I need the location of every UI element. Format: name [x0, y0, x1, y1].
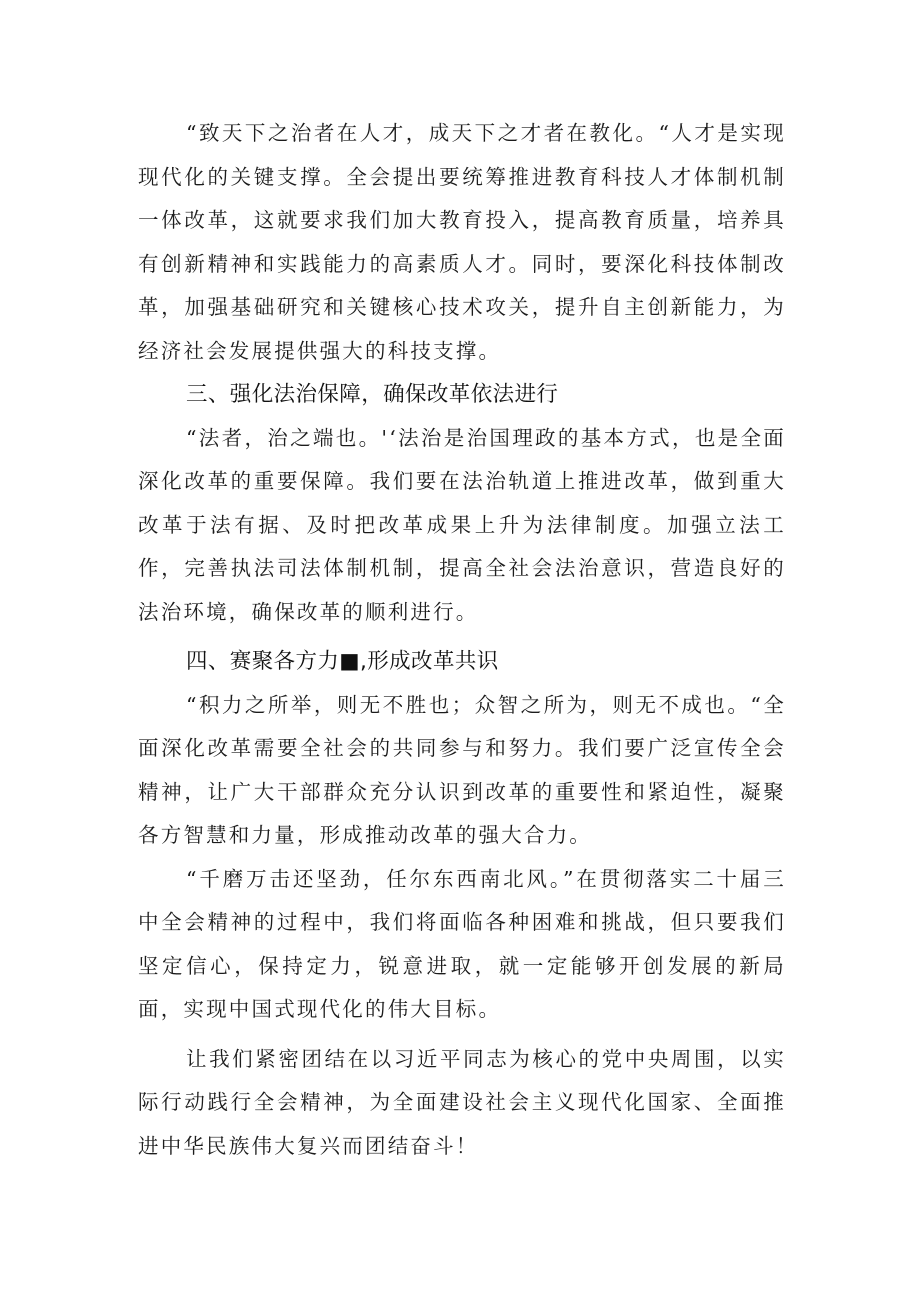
section-heading-three: 三、强化法治保障，确保改革依法进行: [186, 382, 559, 407]
paragraph-rule-of-law: “法者，治之端也。'‘法治是治国理政的基本方式，也是全面深化改革的重要保障。我们要在法治轨道上推进改革，做到重大改革于法有据、及时把改革成果上升为法律制度。加强立法工作，完善执法司法体制机制，提高全社会法治意识，营造良好的法治环境，确保改革的顺利进行。: [138, 425, 786, 624]
paragraph-perseverance: “千磨万击还坚劲，任尔东西南北风。”在贯彻落实二十届三中全会精神的过程中，我们将面临各种困难和挑战，但只要我们坚定信心，保持定力，锐意进取，就一定能够开创发展的新局面，实现中国式现代化的伟大目标。: [138, 866, 786, 1021]
paragraph-talent: “致天下之治者在人才，成天下之才者在教化。“人才是实现现代化的关键支撑。全会提出要统筹推进教育科技人才体制机制一体改革，这就要求我们加大教育投入，提高教育质量，培养具有创新精神和实践能力的高素质人才。同时，要深化科技体制改革，加强基础研究和关键核心技术攻关，提升自主创新能力，为经济社会发展提供强大的科技支撑。: [138, 121, 786, 363]
section-heading-four: 四、赛聚各方力■,形成改革共识: [186, 649, 499, 674]
paragraph-closing: 让我们紧密团结在以习近平同志为核心的党中央周围，以实际行动践行全会精神，为全面建设社会主义现代化国家、全面推进中华民族伟大复兴而团结奋斗！: [138, 1046, 786, 1158]
document-body: [138, 112, 786, 1168]
paragraph-consensus: “积力之所举，则无不胜也；众智之所为，则无不成也。“全面深化改革需要全社会的共同参与和努力。我们要广泛宣传全会精神，让广大干部群众充分认识到改革的重要性和紧迫性，凝聚各方智慧和力量，形成推动改革的强大合力。: [138, 692, 786, 847]
